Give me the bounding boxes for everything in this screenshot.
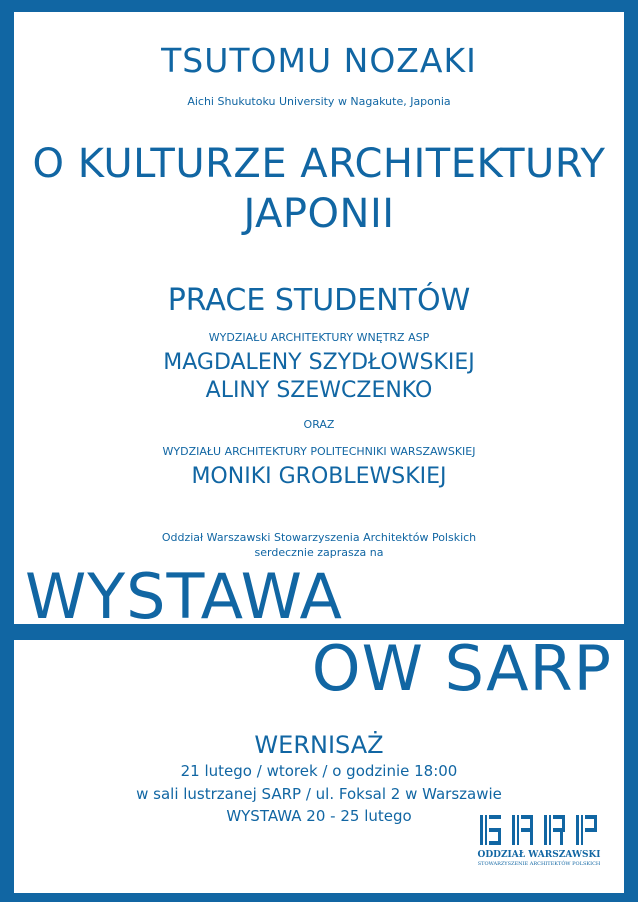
vernissage-heading: WERNISAŻ: [254, 731, 384, 759]
invitation-line-2: serdecznie zaprasza na: [254, 546, 384, 559]
logo-branch-name: ODDZIAŁ WARSZAWSKI: [477, 850, 601, 860]
faculty-interior-architecture: WYDZIAŁU ARCHITEKTURY WNĘTRZ ASP: [208, 331, 430, 344]
logo-association-name: STOWARZYSZENIE ARCHITEKTÓW POLSKICH: [477, 861, 601, 867]
event-place: w sali lustrzanej SARP / ul. Foksal 2 w Warszawie: [136, 785, 502, 803]
exhibition-word-1: WYSTAWA: [25, 560, 343, 633]
frame-bottom-border: [0, 893, 638, 902]
frame-left-border: [0, 0, 14, 902]
author-name: TSUTOMU NOZAKI: [161, 41, 477, 80]
lecture-title-line-1: O KULTURZE ARCHITEKTURY: [32, 141, 606, 187]
lecture-title-line-2: JAPONII: [243, 191, 395, 237]
author-university: Aichi Shukutoku University w Nagakute, Japonia: [187, 95, 451, 108]
student-name-3: MONIKI GROBLEWSKIEJ: [191, 464, 447, 489]
conjunction-text: ORAZ: [303, 418, 335, 431]
frame-right-border: [624, 0, 638, 902]
exhibition-word-2: OW SARP: [311, 632, 612, 705]
students-heading: PRACE STUDENTÓW: [167, 283, 471, 318]
frame-top-border: [0, 0, 638, 12]
event-duration: WYSTAWA 20 - 25 lutego: [226, 807, 412, 825]
invitation-line-1: Oddział Warszawski Stowarzyszenia Architektów Polskich: [161, 531, 477, 544]
sarp-logo-mark-icon: [478, 814, 600, 846]
faculty-architecture-polytechnic: WYDZIAŁU ARCHITEKTURY POLITECHNIKI WARSZAWSKIEJ: [162, 445, 476, 458]
event-date: 21 lutego / wtorek / o godzinie 18:00: [180, 762, 458, 780]
student-name-2: ALINY SZEWCZENKO: [205, 378, 433, 403]
student-name-1: MAGDALENY SZYDŁOWSKIEJ: [163, 350, 475, 375]
sarp-logo: [474, 812, 604, 872]
